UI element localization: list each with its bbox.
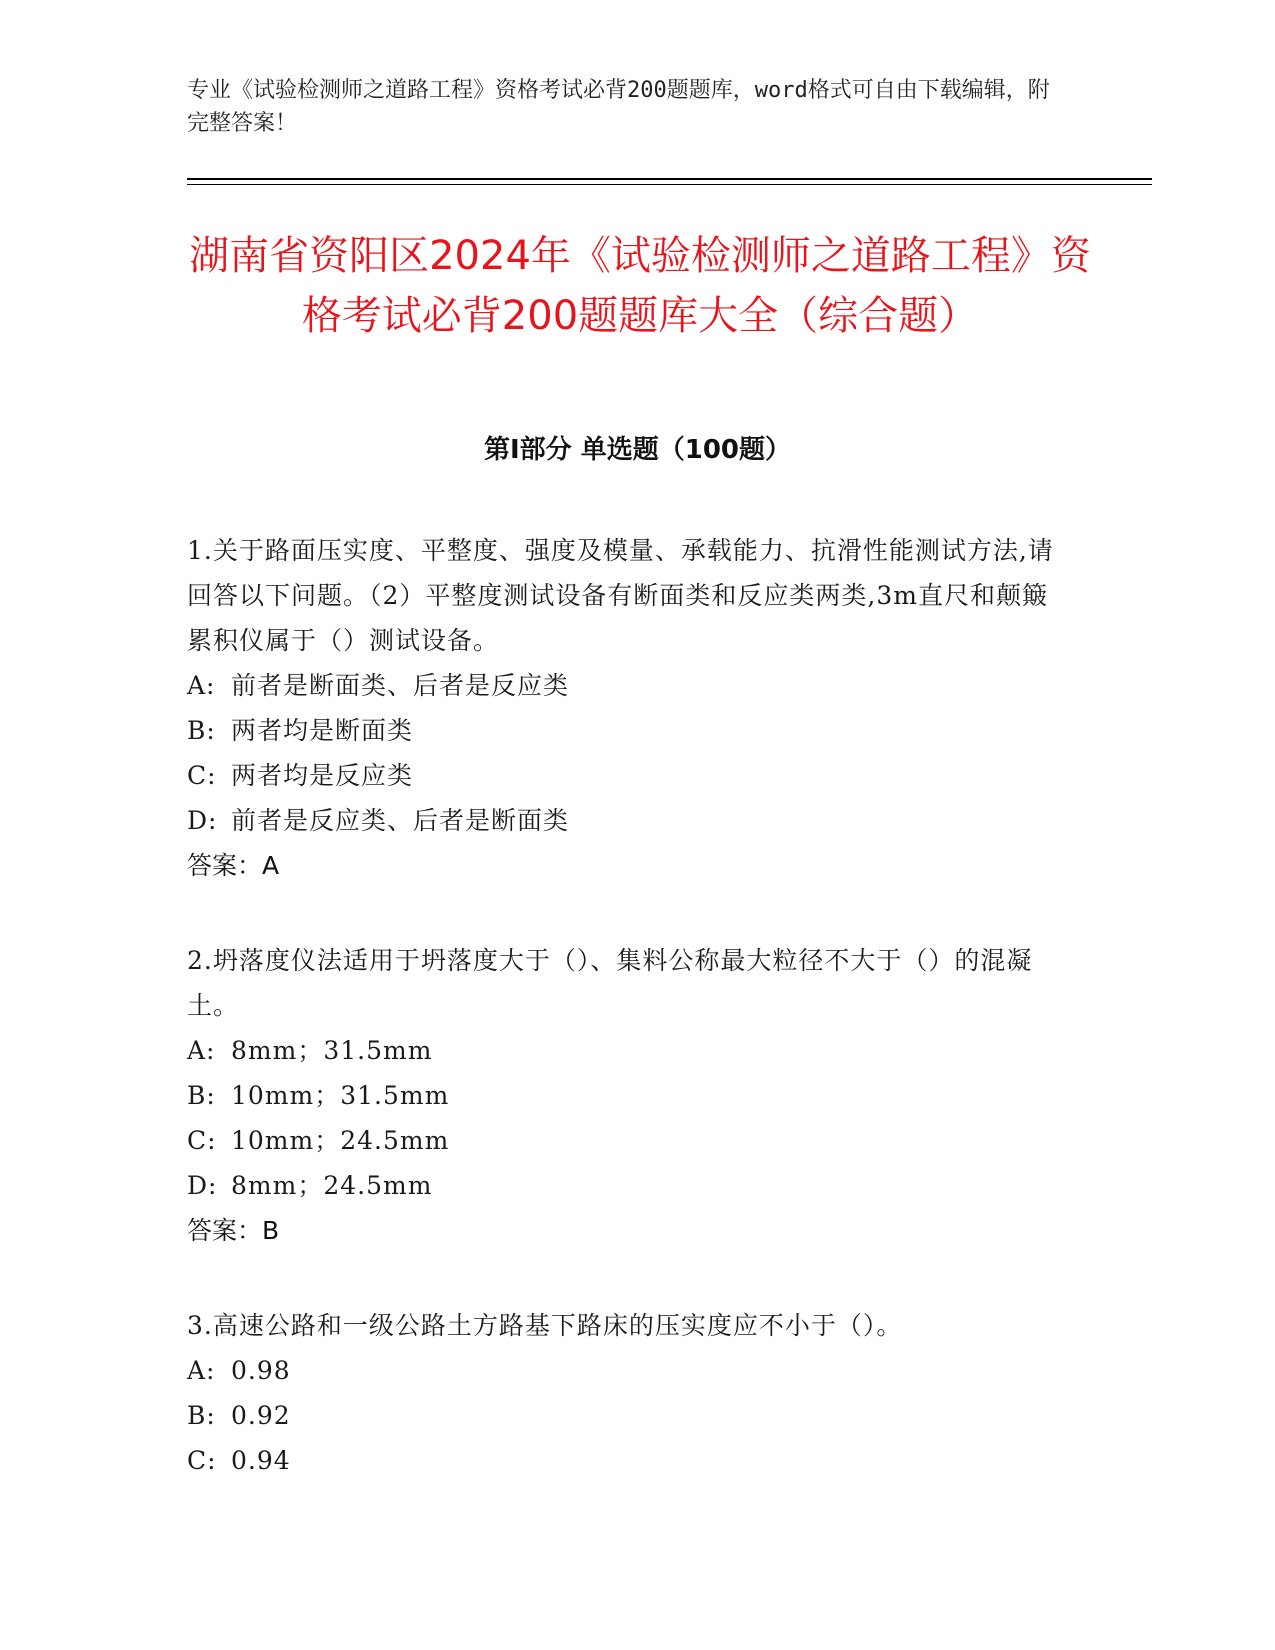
option-text: 0.98: [231, 1356, 291, 1385]
question-text: [187, 1303, 1067, 1348]
option-c: [187, 1438, 1067, 1483]
option-b: [187, 1073, 1067, 1118]
header-note: 专业《试验检测师之道路工程》资格考试必背200题题库，word格式可自由下载编辑，附完整答案！: [187, 78, 1050, 136]
question-stem: 高速公路和一级公路土方路基下路床的压实度应不小于（）。: [212, 1311, 903, 1340]
option-text: 前者是断面类、后者是反应类: [231, 671, 570, 700]
option-b: [187, 708, 1067, 753]
question-1: [187, 528, 1067, 888]
option-text: 0.94: [231, 1446, 291, 1475]
question-text: [187, 528, 1067, 663]
option-letter: B:: [187, 1401, 216, 1430]
option-letter: C:: [187, 761, 217, 790]
section-heading: 第I部分 单选题（100题）: [484, 435, 791, 465]
document-title: 湖南省资阳区2024年《试验检测师之道路工程》资格考试必背200题题库大全（综合题）: [189, 233, 1091, 339]
question-stem: 关于路面压实度、平整度、强度及模量、承载能力、抗滑性能测试方法,请回答以下问题。（2）平整度测试设备有断面类和反应类两类,3m直尺和颠簸累积仪属于（）测试设备。: [187, 536, 1054, 655]
question-number: 1.: [187, 536, 213, 565]
question-number: 3.: [187, 1311, 213, 1340]
option-a: [187, 1348, 1067, 1393]
option-letter: D:: [187, 1171, 218, 1200]
question-number: 2.: [187, 946, 213, 975]
option-letter: D:: [187, 806, 218, 835]
option-text: 两者均是反应类: [231, 761, 414, 790]
option-letter: A:: [187, 1036, 216, 1065]
option-d: [187, 1163, 1067, 1208]
question-2: [187, 938, 1067, 1253]
option-text: 10mm；31.5mm: [231, 1081, 450, 1110]
option-d: [187, 798, 1067, 843]
option-text: 10mm；24.5mm: [231, 1126, 450, 1155]
answer-line: 答案：A: [187, 851, 280, 880]
header-rule-thin: [187, 184, 1152, 185]
option-c: [187, 1118, 1067, 1163]
header-rule-thick: [187, 178, 1152, 180]
option-text: 0.92: [231, 1401, 291, 1430]
option-letter: A:: [187, 671, 216, 700]
question-stem: 坍落度仪法适用于坍落度大于（）、集料公称最大粒径不大于（）的混凝土。: [187, 946, 1033, 1020]
question-text: [187, 938, 1067, 1028]
option-b: [187, 1393, 1067, 1438]
option-letter: C:: [187, 1126, 217, 1155]
option-letter: B:: [187, 716, 216, 745]
option-letter: A:: [187, 1356, 216, 1385]
option-letter: C:: [187, 1446, 217, 1475]
answer-line: 答案：B: [187, 1216, 280, 1245]
option-letter: B:: [187, 1081, 216, 1110]
option-c: [187, 753, 1067, 798]
option-a: [187, 1028, 1067, 1073]
question-3: [187, 1303, 1067, 1483]
option-text: 8mm；31.5mm: [231, 1036, 433, 1065]
option-text: 8mm；24.5mm: [231, 1171, 433, 1200]
option-text: 两者均是断面类: [231, 716, 414, 745]
question-list: [187, 528, 1067, 1533]
option-a: [187, 663, 1067, 708]
option-text: 前者是反应类、后者是断面类: [231, 806, 570, 835]
